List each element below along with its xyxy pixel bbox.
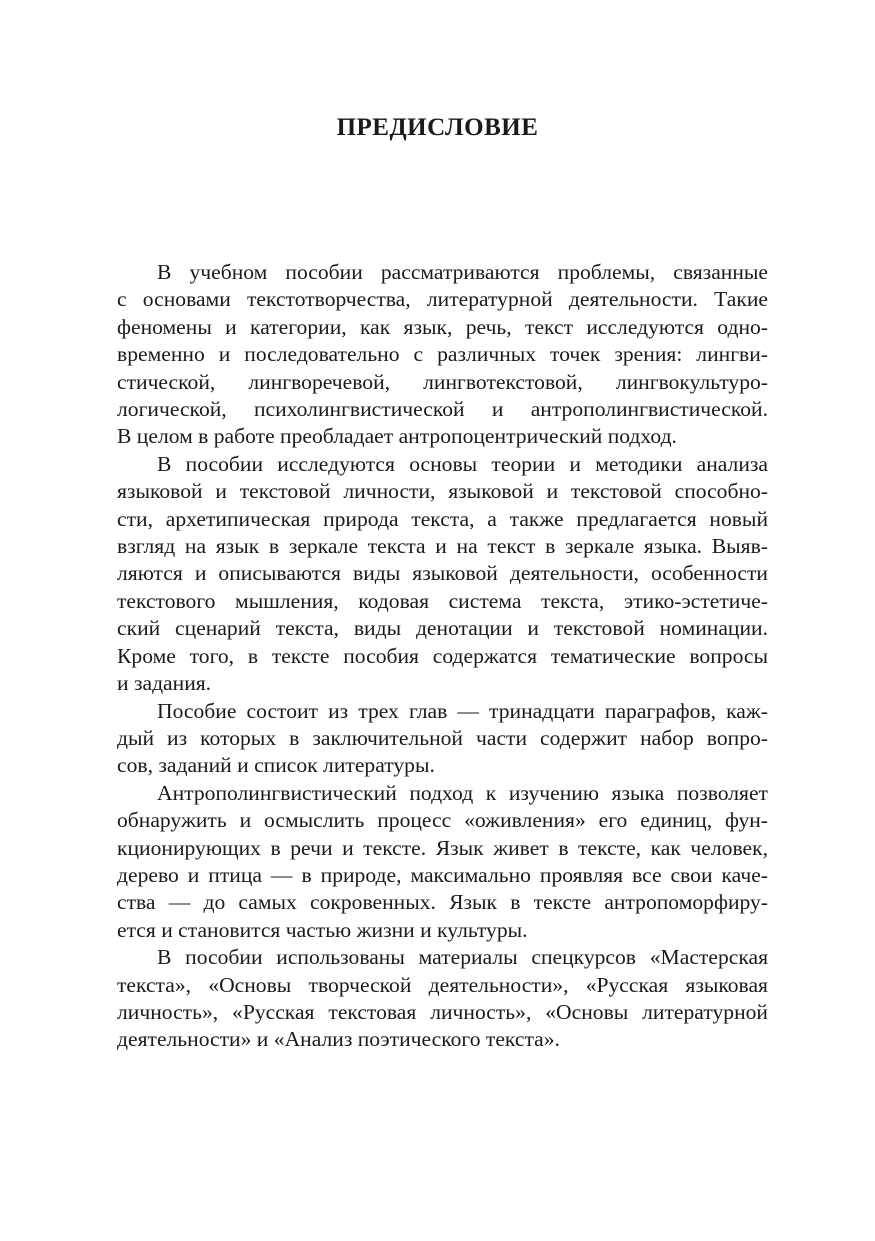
text-line: языковой и текстовой личности, языковой и текстовой способно- (117, 479, 768, 504)
text-line: ства — до самых сокровенных. Язык в тексте антропоморфиру- (117, 890, 768, 915)
text-line: стической, лингворечевой, лингвотекстовой, лингвокультуро- (117, 369, 768, 394)
paragraph-4 (117, 780, 768, 944)
text-line: логической, психолингвистической и антрополингвистической. (117, 397, 768, 422)
text-line: временно и последовательно с различных точек зрения: лингви- (117, 342, 768, 367)
text-line: личность», «Русская текстовая личность», «Основы литературной (117, 999, 768, 1024)
text-line: ется и становится частью жизни и культуры. (117, 917, 528, 942)
text-line: феномены и категории, как язык, речь, текст исследуются одно- (117, 314, 768, 339)
text-line: Пособие состоит из трех глав — тринадцати параграфов, каж- (157, 698, 768, 723)
text-line: дерево и птица — в природе, максимально проявляя все свои каче- (117, 862, 768, 887)
text-line: сти, архетипическая природа текста, а также предлагается новый (117, 506, 768, 531)
text-line: кционирующих в речи и тексте. Язык живет в тексте, как человек, (117, 835, 768, 860)
text-line: В учебном пособии рассматриваются проблемы, связанные (157, 260, 768, 284)
text-line: текста», «Основы творческой деятельности», «Русская языковая (117, 972, 768, 997)
text-line: ский сценарий текста, виды денотации и текстовой номинации. (117, 616, 768, 641)
paragraph-1 (117, 259, 768, 451)
text-line: текстового мышления, кодовая система текста, этико-эстетиче- (117, 588, 768, 613)
page-title: ПРЕДИСЛОВИЕ (336, 114, 539, 141)
text-line: сов, заданий и список литературы. (117, 753, 435, 778)
text-line: с основами текстотворчества, литературной деятельности. Такие (117, 287, 768, 312)
text-line: дый из которых в заключительной части содержит набор вопро- (117, 725, 768, 750)
text-line: В пособии исследуются основы теории и методики анализа (157, 451, 768, 476)
text-line: В целом в работе преобладает антропоцентрический подход. (117, 424, 677, 449)
text-line: взгляд на язык в зеркале текста и на текст в зеркале языка. Выяв- (117, 534, 768, 559)
text-line: Антрополингвистический подход к изучению языка позволяет (157, 780, 768, 805)
text-line: Кроме того, в тексте пособия содержатся тематические вопросы (117, 643, 768, 668)
text-line: ляются и описываются виды языковой деятельности, особенности (117, 561, 768, 586)
paragraph-2 (117, 451, 768, 698)
paragraph-3 (117, 698, 768, 780)
paragraph-5 (117, 944, 768, 1054)
text-line: деятельности» и «Анализ поэтического текста». (117, 1027, 560, 1052)
text-line: В пособии использованы материалы спецкурсов «Мастерская (157, 945, 768, 970)
preface-body (117, 259, 768, 1054)
text-line: обнаружить и осмыслить процесс «оживления» его единиц, фун- (117, 808, 768, 833)
text-line: и задания. (117, 671, 212, 696)
